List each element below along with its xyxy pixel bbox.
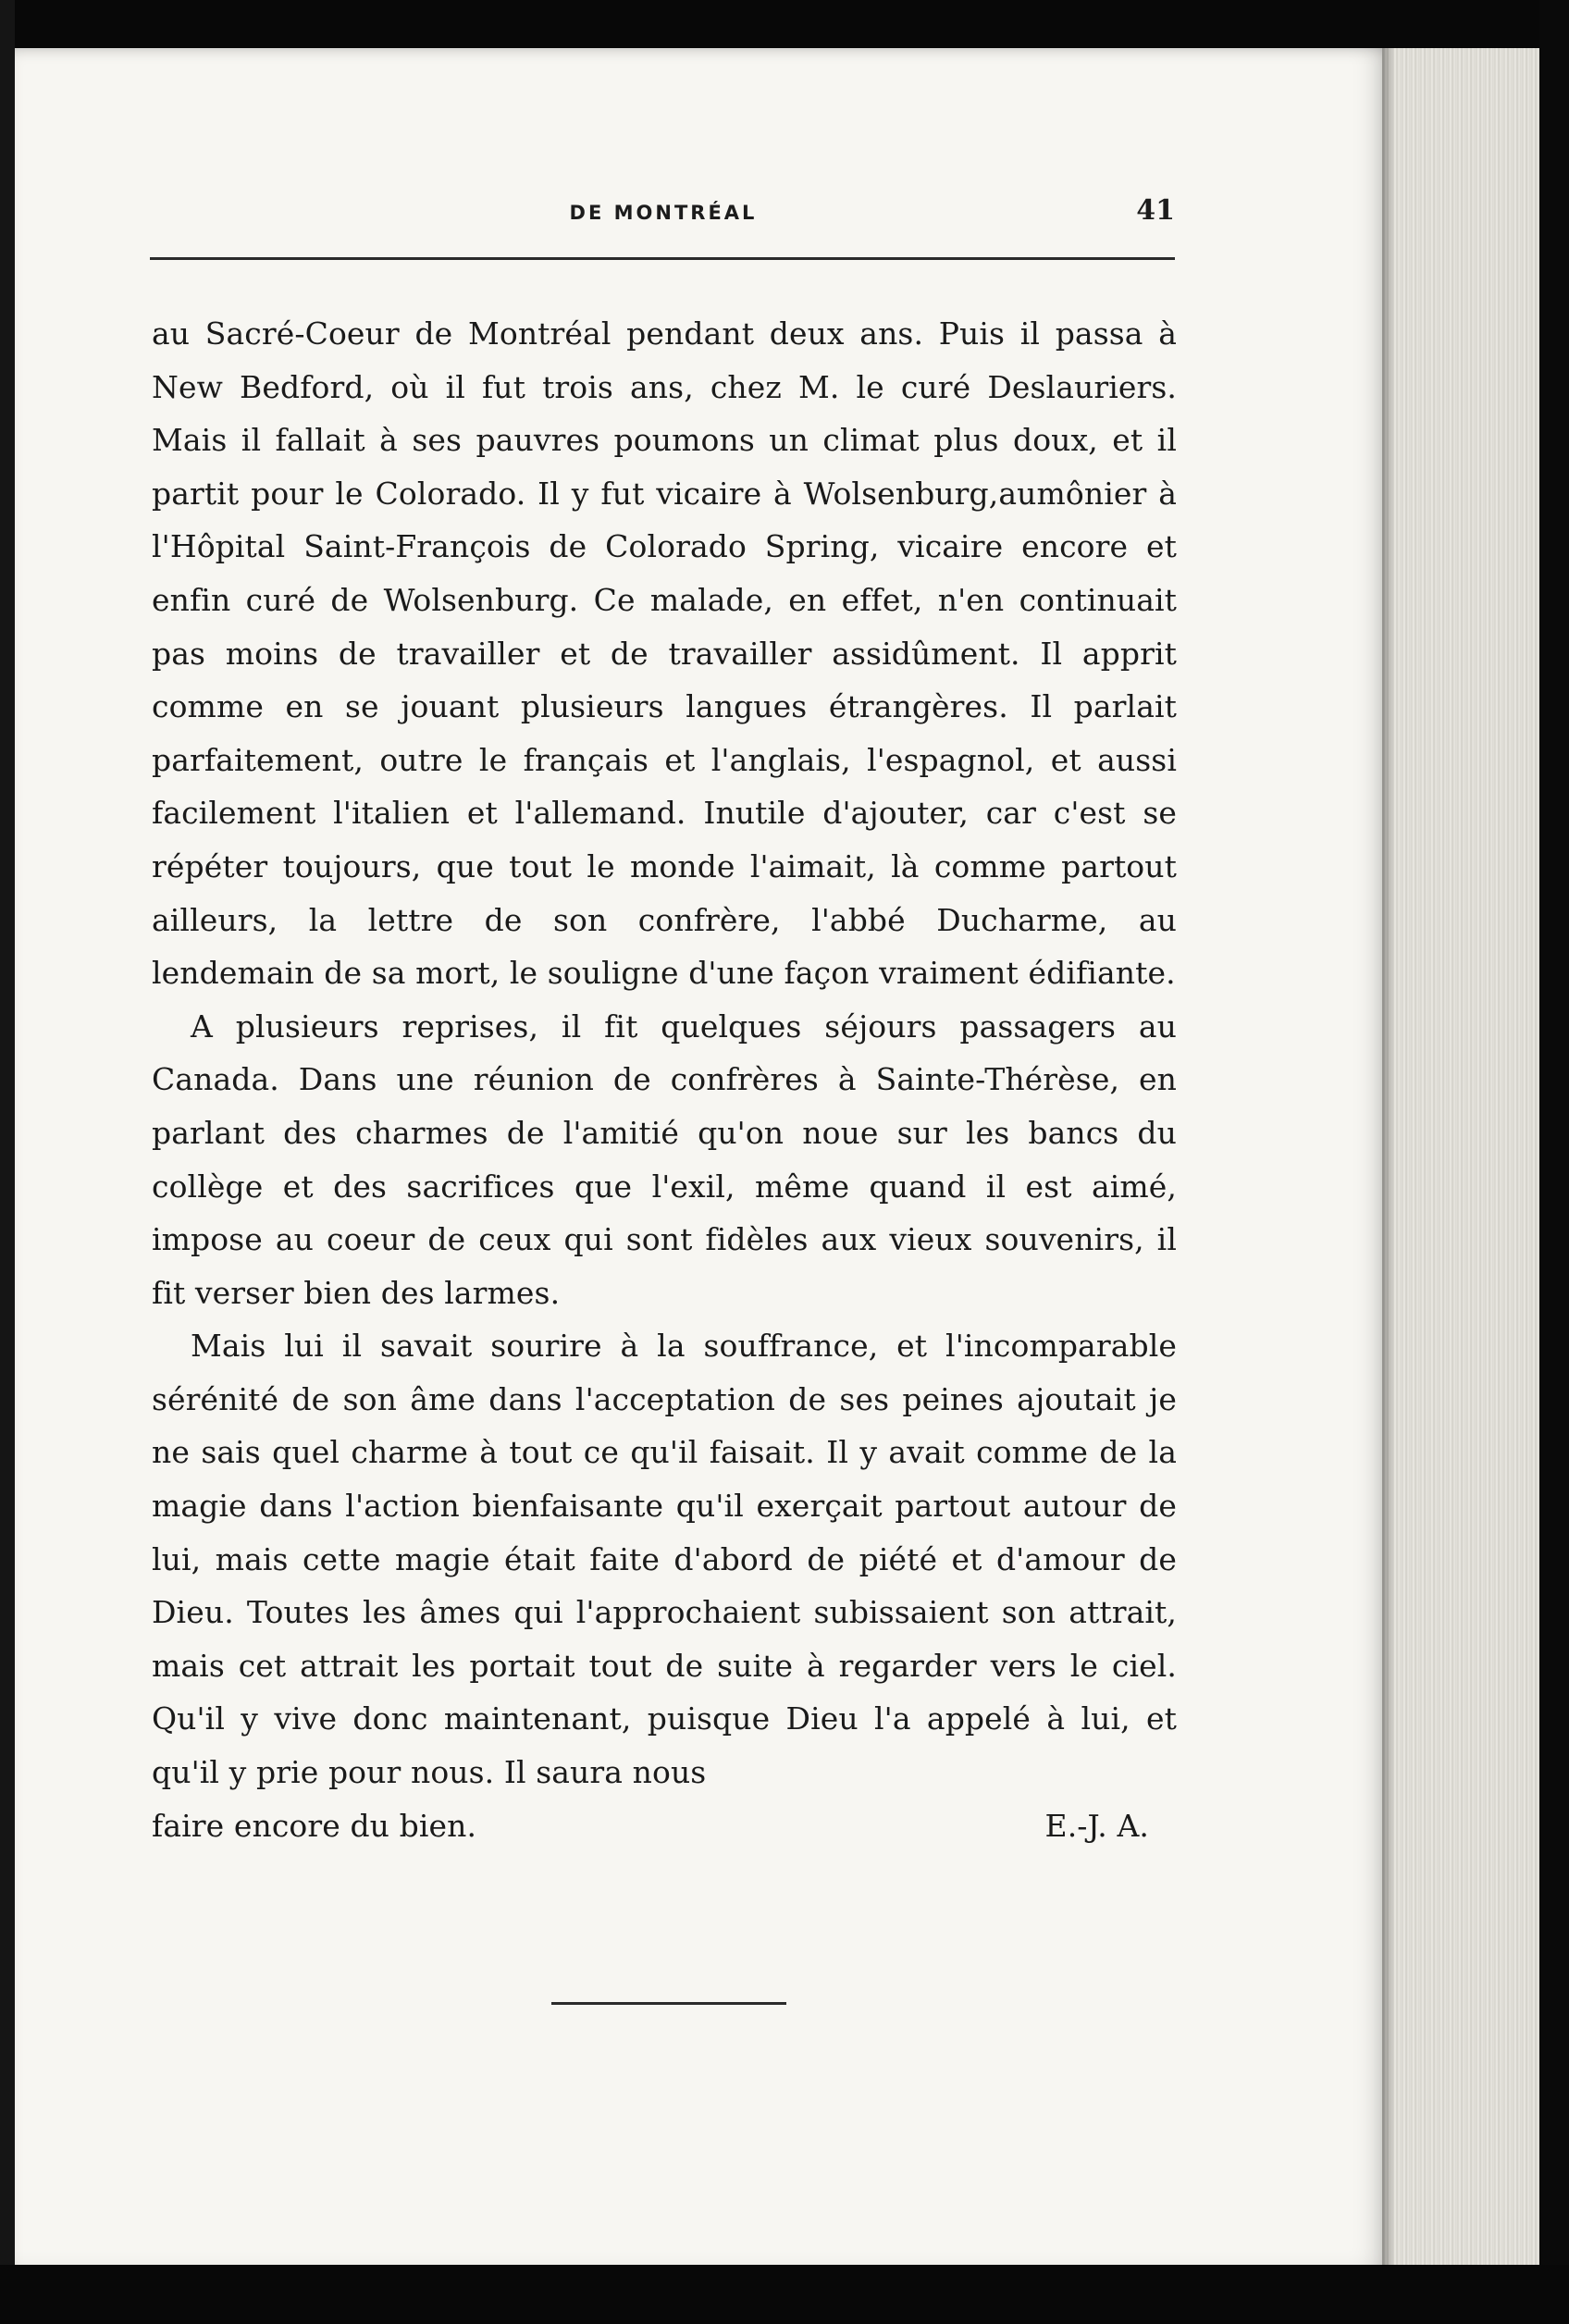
closing-text: faire encore du bien. bbox=[152, 1807, 477, 1844]
scan-border-left bbox=[0, 0, 15, 2324]
scan-border-top bbox=[0, 0, 1569, 48]
body-text bbox=[152, 307, 1177, 1852]
closing-rule bbox=[551, 2002, 786, 2005]
page-edges-shadow bbox=[1382, 48, 1395, 2265]
paragraph-1: au Sacré-Coeur de Montréal pendant deux ans. Puis il passa à New Bedford, où il fut trois ans, chez M. le curé Deslauriers. Mais il fallait à ses pauvres poumons un climat plus doux, et il partit pour le Colorado. Il y fut vicaire à Wolsenburg,aumônier à l'Hôpital Saint-François de Colorado Spring, vicaire encore et enfin curé de Wolsenburg. Ce malade, en effet, n'en continuait pas moins de travailler et de travailler assidûment. Il apprit comme en se jouant plusieurs langues étrangères. Il parlait parfaitement, outre le français et l'anglais, l'espagnol, et aussi facilement l'italien et l'allemand. Inutile d'ajouter, car c'est se répéter toujours, que tout le monde l'aimait, là comme partout ailleurs, la lettre de son confrère, l'abbé Ducharme, au lendemain de sa mort, le souligne d'une façon vraiment édifiante. bbox=[152, 315, 1177, 992]
running-header bbox=[152, 194, 1175, 231]
scan-border-bottom bbox=[0, 2265, 1569, 2324]
signature: E.-J. A. bbox=[1044, 1807, 1149, 1844]
running-title: DE MONTRÉAL bbox=[569, 202, 758, 224]
page-edges bbox=[1382, 48, 1539, 2265]
page-number: 41 bbox=[1136, 194, 1175, 227]
scan-border-right bbox=[1539, 0, 1569, 2324]
paragraph-3: Mais lui il savait sourire à la souffrance, et l'incomparable sérénité de son âme dans l'acceptation de ses peines ajoutait je ne sais quel charme à tout ce qu'il faisait. Il y avait comme de la magie dans l'action bienfaisante qu'il exerçait partout autour de lui, mais cette magie était faite d'abord de piété et d'amour de Dieu. Toutes les âmes qui l'approchaient subissaient son attrait, mais cet attrait les portait tout de suite à regarder vers le ciel. Qu'il y vive donc maintenant, puisque Dieu l'a appelé à lui, et qu'il y prie pour nous. Il saura nous bbox=[152, 1328, 1177, 1791]
paragraph-2: A plusieurs reprises, il fit quelques séjours passagers au Canada. Dans une réunion de confrères à Sainte-Thérèse, en parlant des charmes de l'amitié qu'on noue sur les bancs du collège et des sacrifices que l'exil, même quand il est aimé, impose au coeur de ceux qui sont fidèles aux vieux souvenirs, il fit verser bien des larmes. bbox=[152, 1007, 1177, 1311]
header-rule bbox=[150, 257, 1175, 260]
closing-line bbox=[152, 1799, 1177, 1853]
